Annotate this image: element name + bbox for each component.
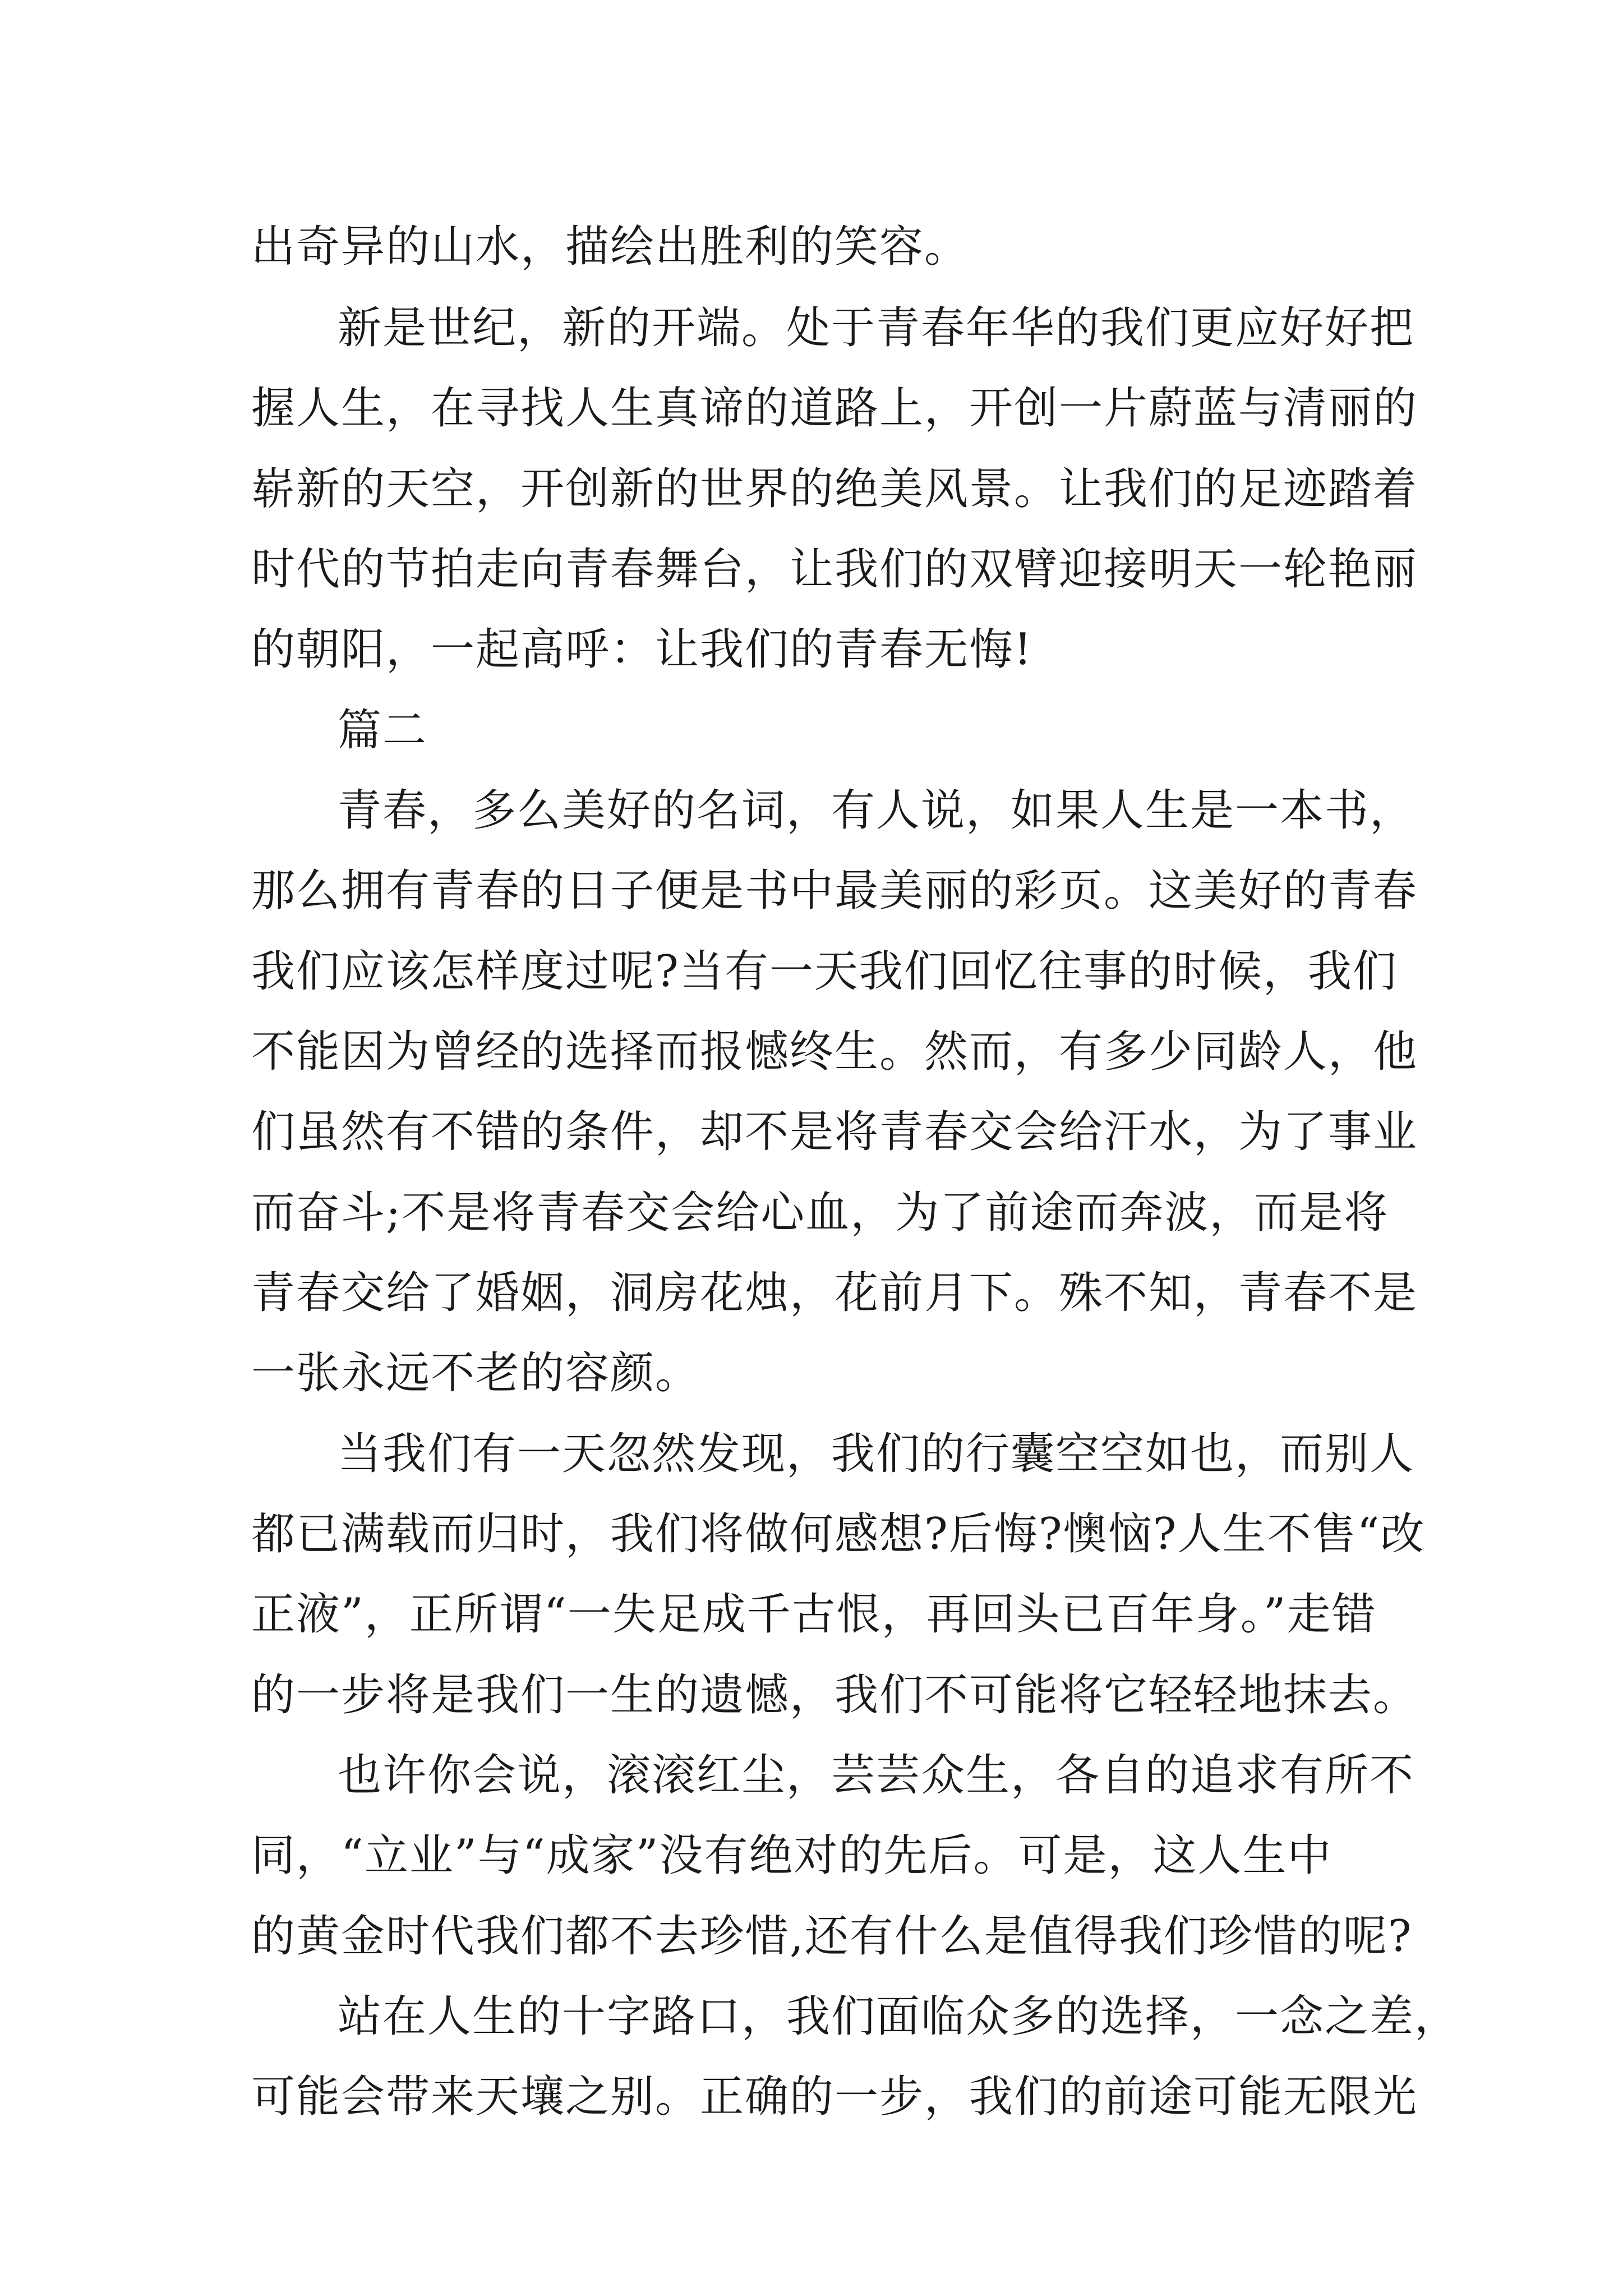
text-line: 时代的节拍走向青春舞台，让我们的双臂迎接明天一轮艳丽 [251,544,1418,595]
paragraph-first-line: 青春，多么美好的名词，有人说，如果人生是一本书， [338,785,1415,836]
text-line: 那么拥有青春的日子便是书中最美丽的彩页。这美好的青春 [251,866,1418,916]
text-line: 的一步将是我们一生的遗憾，我们不可能将它轻轻地抹去。 [251,1670,1418,1720]
paragraph-first-line: 也许你会说，滚滚红尘，芸芸众生，各自的追求有所不 [338,1750,1415,1801]
text-line: 握人生，在寻找人生真谛的道路上，开创一片蔚蓝与清丽的 [251,383,1418,434]
text-line: 青春交给了婚姻，洞房花烛，花前月下。殊不知，青春不是 [251,1268,1418,1318]
paragraph-first-line: 新是世纪，新的开端。处于青春年华的我们更应好好把 [338,303,1415,353]
text-line: 不能因为曾经的选择而报憾终生。然而，有多少同龄人，他 [251,1027,1418,1077]
text-line: 一张永远不老的容颜。 [251,1348,700,1398]
section-heading: 篇二 [338,705,428,756]
text-line: 的黄金时代我们都不去珍惜,还有什么是值得我们珍惜的呢? [251,1911,1413,1962]
text-line: 同，“立业”与“成家”没有绝对的先后。可是，这人生中 [251,1830,1332,1881]
text-line: 而奋斗;不是将青春交会给心血，为了前途而奔波，而是将 [251,1188,1389,1238]
paragraph-first-line: 当我们有一天忽然发现，我们的行囊空空如也，而别人 [338,1429,1415,1479]
text-line: 们虽然有不错的条件，却不是将青春交会给汗水，为了事业 [251,1107,1418,1157]
text-line: 的朝阳，一起高呼：让我们的青春无悔! [251,624,1033,675]
paragraph-first-line: 站在人生的十字路口，我们面临众多的选择，一念之差， [338,1991,1460,2042]
text-line: 可能会带来天壤之别。正确的一步，我们的前途可能无限光 [251,2072,1418,2122]
text-line: 出奇异的山水，描绘出胜利的笑容。 [251,222,970,272]
text-line: 崭新的天空，开创新的世界的绝美风景。让我们的足迹踏着 [251,464,1418,514]
text-line: 我们应该怎样度过呢?当有一天我们回忆往事的时候，我们 [251,946,1398,997]
text-line: 都已满载而归时，我们将做何感想?后悔?懊恼?人生不售“改 [251,1509,1426,1559]
text-line: 正液”，正所谓“一失足成千古恨，再回头已百年身。”走错 [251,1589,1377,1640]
